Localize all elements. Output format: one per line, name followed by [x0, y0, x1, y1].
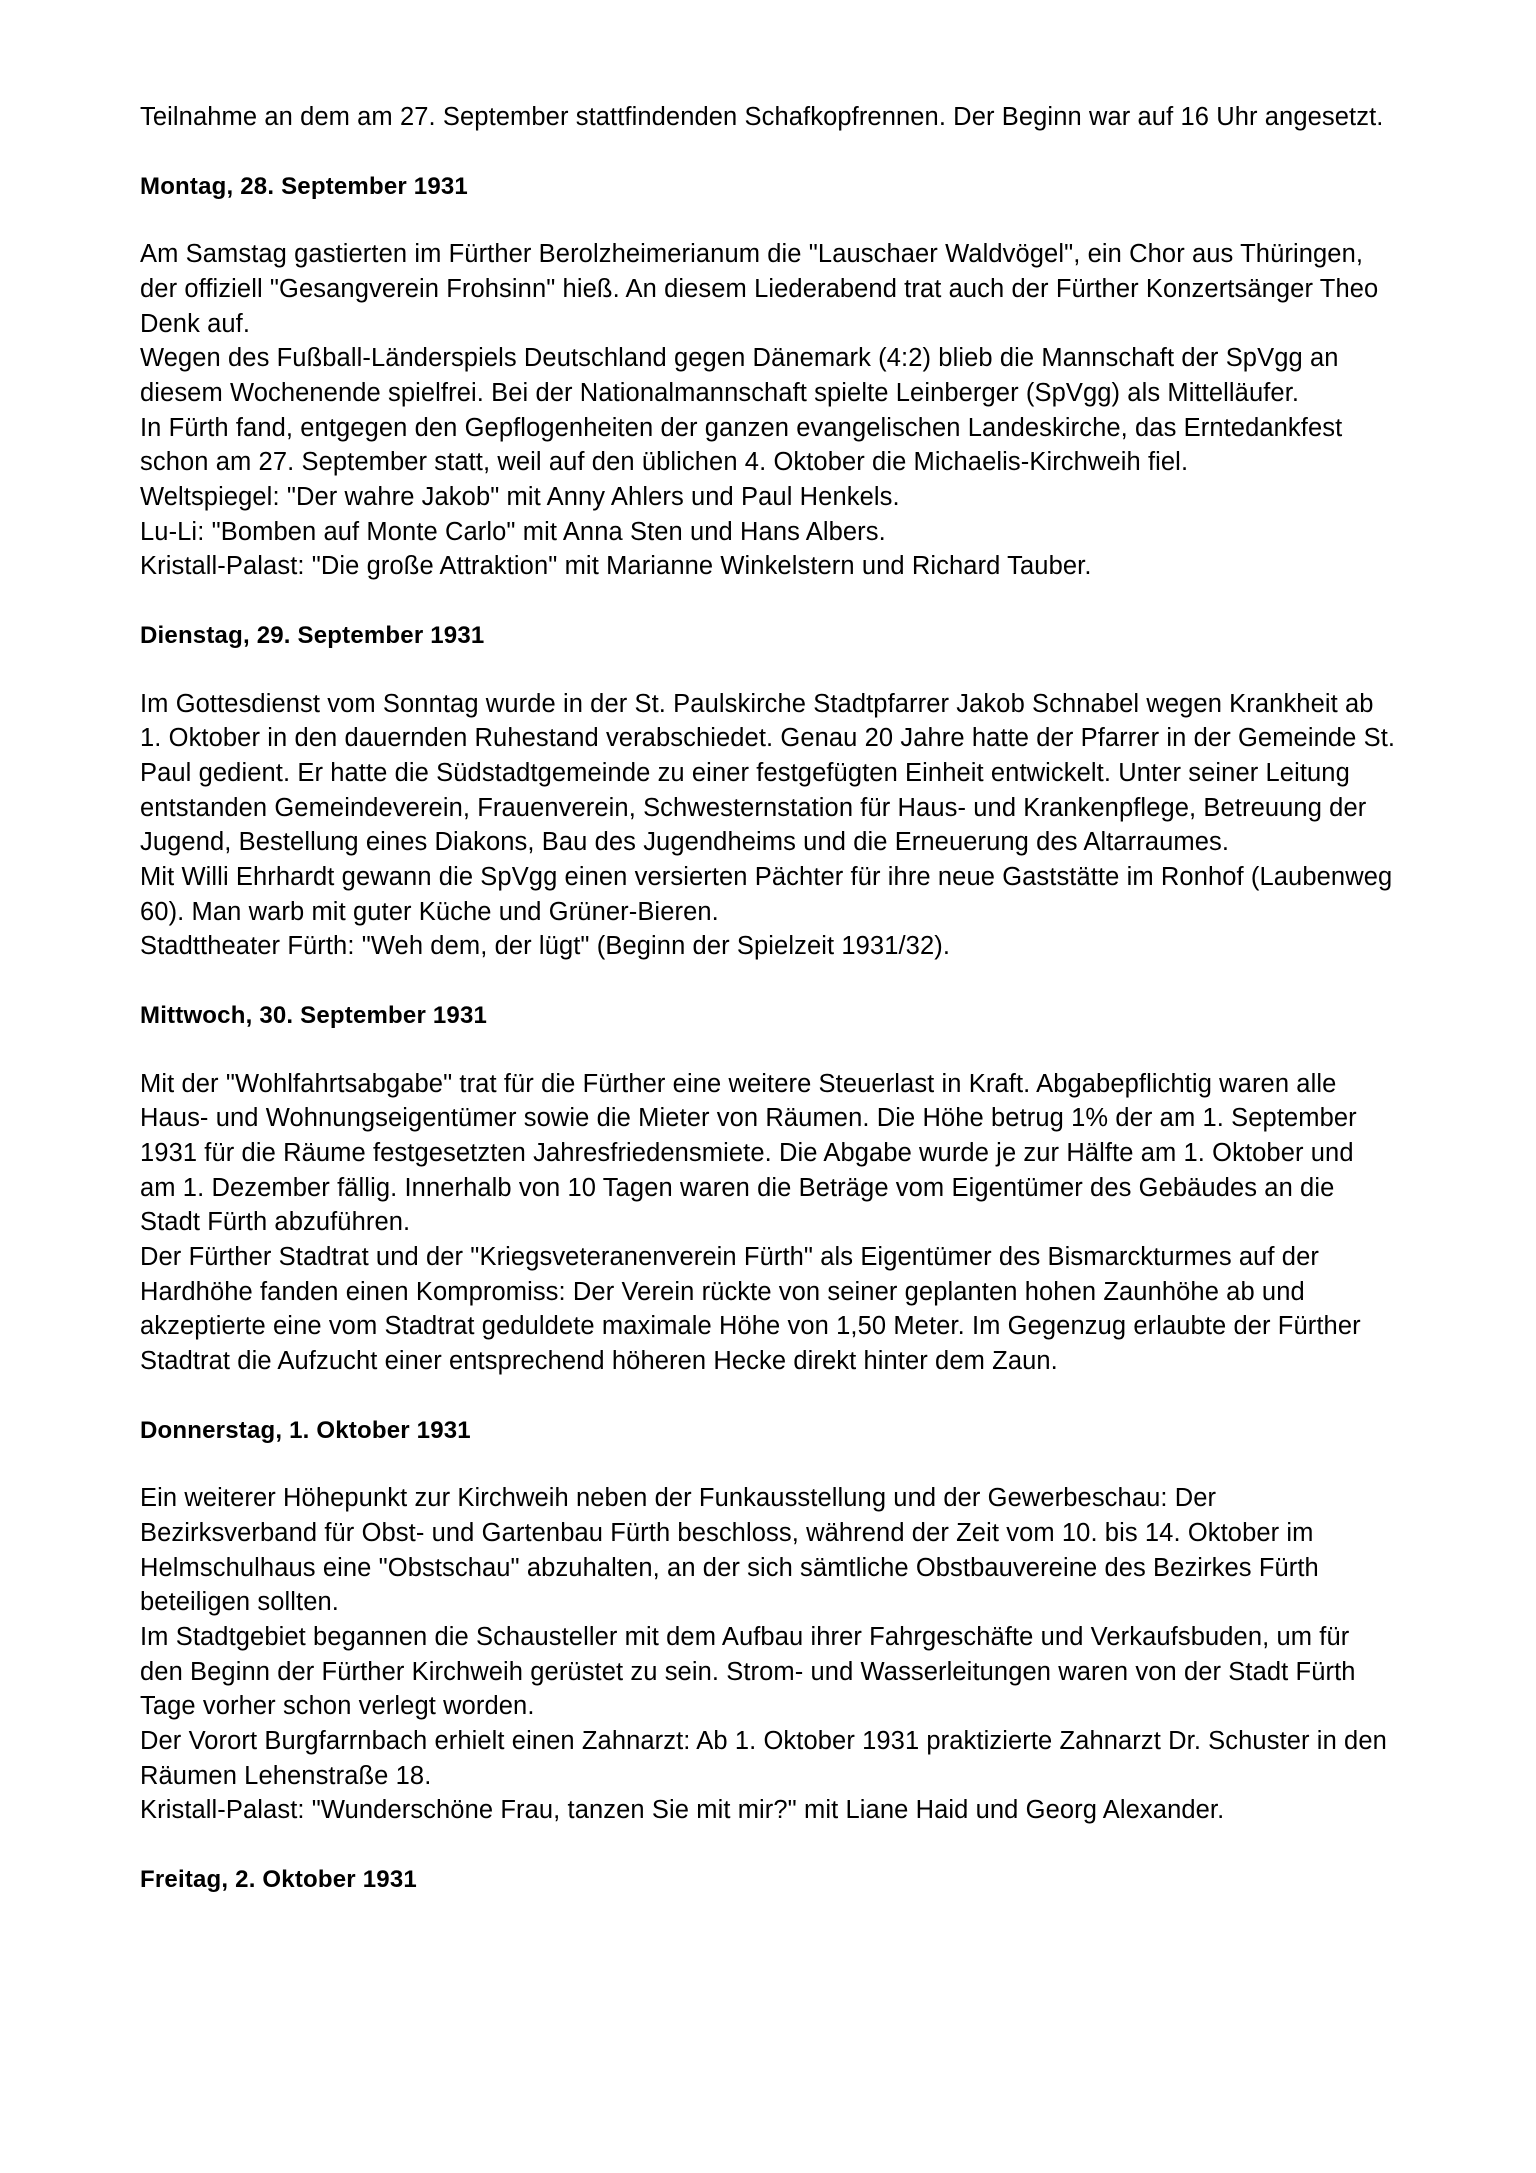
paragraph-mittwoch-1: Mit der "Wohlfahrtsabgabe" trat für die Fürther eine weitere Steuerlast in Kraft. Abgabepflichtig waren alle Haus- und Wohnungseigentümer sowie die Mieter von Räumen. Die Höhe betrug 1% der am 1. September 1931 für die Räume festgesetzten Jahresfriedensmiete. Die Abgabe wurde je zur Hälfte am 1. Oktober und am 1. Dezember fällig. Innerhalb von 10 Tagen waren die Beträge vom Eigentümer des Gebäudes an die Stadt Fürth abzuführen. [140, 1069, 1357, 1237]
spacer [140, 1379, 1396, 1415]
paragraph-montag-kino-luli: Lu-Li: "Bomben auf Monte Carlo" mit Anna Sten und Hans Albers. [140, 517, 886, 546]
paragraph-mittwoch-2: Der Fürther Stadtrat und der "Kriegsveteranenverein Fürth" als Eigentümer des Bismarckturmes auf der Hardhöhe fanden einen Kompromiss: Der Verein rückte von seiner geplanten hohen Zaunhöhe ab und akzeptierte eine vom Stadtrat geduldete maximale Höhe von 1,50 Meter. Im Gegenzug erlaubte der Fürther Stadtrat die Aufzucht einer entsprechend höheren Hecke direkt hinter dem Zaun. [140, 1243, 1361, 1376]
paragraph-montag-kino-kristall-palast: Kristall-Palast: "Die große Attraktion" mit Marianne Winkelstern und Richard Tauber. [140, 552, 1092, 581]
paragraph-donnerstag-kino-kristall-palast: Kristall-Palast: "Wunderschöne Frau, tanzen Sie mit mir?" mit Liane Haid und Georg Alexander. [140, 1796, 1225, 1825]
paragraph-donnerstag-1: Ein weiterer Höhepunkt zur Kirchweih neben der Funkausstellung und der Gewerbeschau: Der Bezirksverband für Obst- und Gartenbau Fürth beschloss, während der Zeit vom 10. bis 14. Oktober im Helmschulhaus eine "Obstschau" abzuhalten, an der sich sämtliche Obstbauvereine des Bezirkes Fürth beteiligen sollten. [140, 1484, 1319, 1617]
paragraph-montag-1: Am Samstag gastierten im Fürther Berolzheimerianum die "Lauschaer Waldvögel", ein Chor aus Thüringen, der offiziell "Gesangverein Frohsinn" hieß. An diesem Liederabend trat auch der Fürther Konzertsänger Theo Denk auf. [140, 240, 1379, 338]
spacer [140, 135, 1396, 171]
heading-donnerstag-1-oktober-1931: Donnerstag, 1. Oktober 1931 [140, 1416, 471, 1444]
spacer [140, 653, 1396, 687]
paragraph-montag-3: In Fürth fand, entgegen den Gepflogenheiten der ganzen evangelischen Landeskirche, das Erntedankfest schon am 27. September statt, weil auf den üblichen 4. Oktober die Michaelis-Kirchweih fiel. [140, 413, 1343, 477]
heading-montag-28-september-1931: Montag, 28. September 1931 [140, 172, 468, 200]
heading-dienstag-29-september-1931: Dienstag, 29. September 1931 [140, 622, 485, 650]
heading-freitag-2-oktober-1931: Freitag, 2. Oktober 1931 [140, 1866, 417, 1894]
paragraph-montag-2: Wegen des Fußball-Länderspiels Deutschland gegen Dänemark (4:2) blieb die Mannschaft der SpVgg an diesem Wochenende spielfrei. Bei der Nationalmannschaft spielte Leinberger (SpVgg) als Mittelläufer. [140, 344, 1339, 407]
heading-mittwoch-30-september-1931: Mittwoch, 30. September 1931 [140, 1002, 488, 1030]
spacer [140, 584, 1396, 620]
spacer [140, 1033, 1396, 1067]
document-body [140, 100, 1396, 1897]
paragraph-dienstag-1: Im Gottesdienst vom Sonntag wurde in der St. Paulskirche Stadtpfarrer Jakob Schnabel wegen Krankheit ab 1. Oktober in den dauernden Ruhestand verabschiedet. Genau 20 Jahre hatte der Pfarrer in der Gemeinde St. Paul gedient. Er hatte die Südstadtgemeinde zu einer festgefügten Einheit entwickelt. Unter seiner Leitung entstanden Gemeindeverein, Frauenverein, Schwesternstation für Haus- und Krankenpflege, Betreuung der Jugend, Bestellung eines Diakons, Bau des Jugendheims und die Erneuerung des Altarraumes. [140, 689, 1396, 857]
paragraph-donnerstag-2: Im Stadtgebiet begannen die Schausteller mit dem Aufbau ihrer Fahrgeschäfte und Verkaufsbuden, um für den Beginn der Fürther Kirchweih gerüstet zu sein. Strom- und Wasserleitungen waren von der Stadt Fürth Tage vorher schon verlegt worden. [140, 1623, 1356, 1721]
intro-paragraph: Teilnahme an dem am 27. September stattfindenden Schafkopfrennen. Der Beginn war auf 16 Uhr angesetzt. [140, 103, 1384, 131]
spacer [140, 1828, 1396, 1864]
paragraph-donnerstag-3: Der Vorort Burgfarrnbach erhielt einen Zahnarzt: Ab 1. Oktober 1931 praktizierte Zahnarzt Dr. Schuster in den Räumen Lehenstraße 18. [140, 1727, 1387, 1790]
spacer [140, 1447, 1396, 1481]
spacer [140, 203, 1396, 237]
paragraph-montag-kino-weltspiegel: Weltspiegel: "Der wahre Jakob" mit Anny Ahlers und Paul Henkels. [140, 483, 900, 511]
spacer [140, 964, 1396, 1000]
paragraph-dienstag-theater: Stadttheater Fürth: "Weh dem, der lügt" (Beginn der Spielzeit 1931/32). [140, 932, 951, 961]
paragraph-dienstag-2: Mit Willi Ehrhardt gewann die SpVgg einen versierten Pächter für ihre neue Gaststätte im Ronhof (Laubenweg 60). Man warb mit guter Küche und Grüner-Bieren. [140, 863, 1393, 926]
